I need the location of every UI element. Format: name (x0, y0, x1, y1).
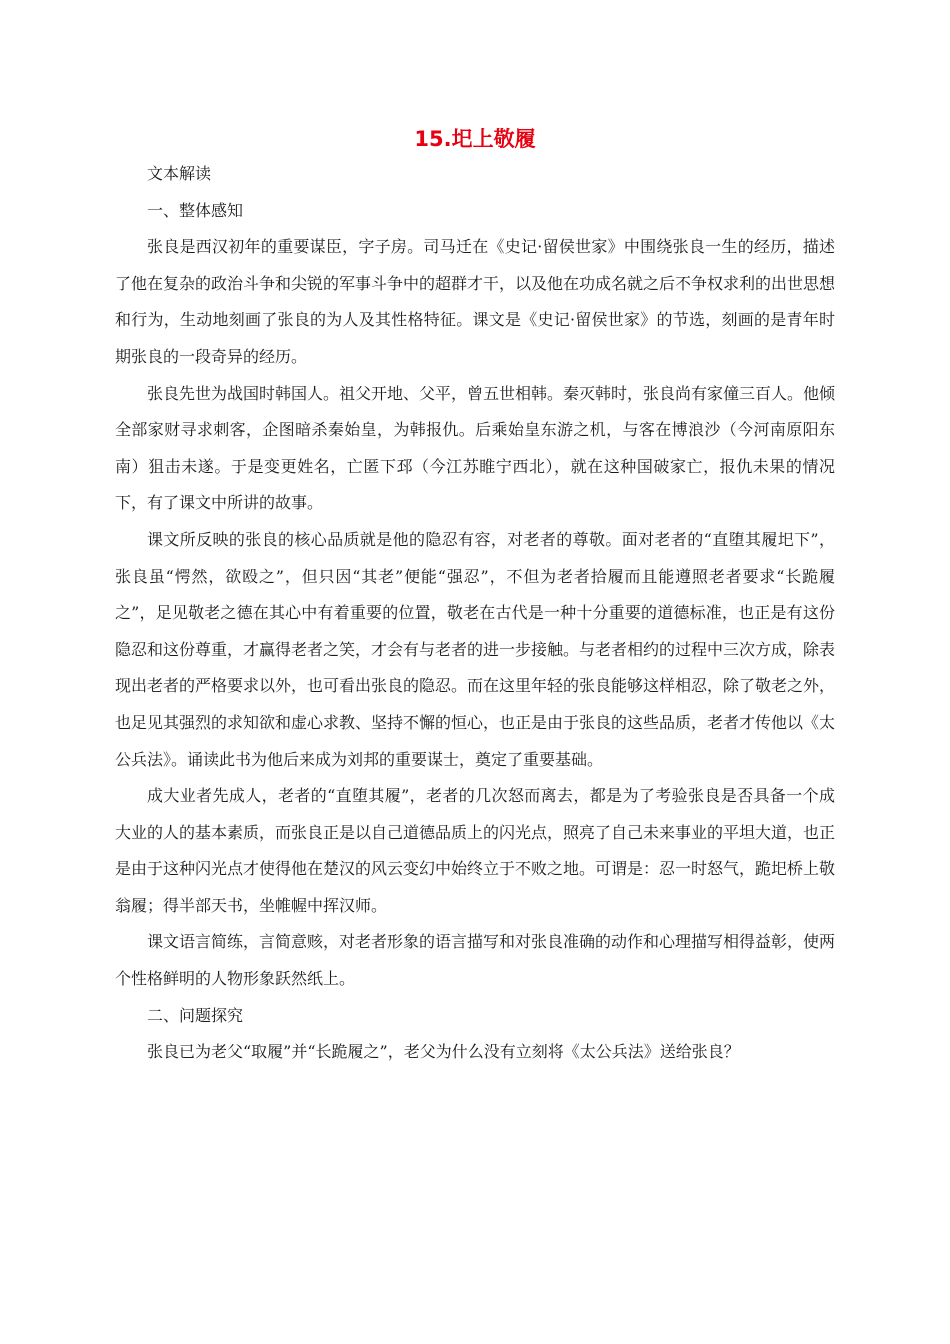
paragraph: 成大业者先成人，老者的“直堕其履”，老者的几次怒而离去，都是为了考验张良是否具备一个成大业的人的基本素质，而张良正是以自己道德品质上的闪光点，照亮了自己未来事业的平坦大道，也正是由于这种闪光点才使得他在楚汉的风云变幻中始终立于不败之地。可谓是：忍一时怒气，跪圯桥上敬翁履；得半部天书，坐帷幄中挥汉师。 (115, 786, 836, 915)
document-title: 15.圯上敬履 (414, 127, 536, 151)
paragraph: 课文语言简练，言简意赅，对老者形象的语言描写和对张良准确的动作和心理描写相得益彰，使两个性格鲜明的人物形象跃然纸上。 (115, 932, 836, 989)
section-label: 文本解读 (147, 164, 212, 183)
part2-heading: 二、问题探究 (147, 1005, 244, 1025)
question-text: 张良已为老父“取履”并“长跪履之”，老父为什么没有立刻将《太公兵法》送给张良？ (147, 1042, 740, 1062)
paragraph: 张良先世为战国时韩国人。祖父开地、父平，曾五世相韩。秦灭韩时，张良尚有家僮三百人。他倾全部家财寻求刺客，企图暗杀秦始皇，为韩报仇。后乘始皇东游之机，与客在博浪沙（今河南原阳东南）狙击未遂。于是变更姓名，亡匿下邳（今江苏睢宁西北），就在这种国破家亡，报仇未果的情况下，有了课文中所讲的故事。 (115, 383, 836, 513)
paragraph: 张良是西汉初年的重要谋臣，字子房。司马迁在《史记·留侯世家》中围绕张良一生的经历，描述了他在复杂的政治斗争和尖锐的军事斗争中的超群才干，以及他在功成名就之后不争权求利的出世思想和行为，生动地刻画了张良的为人及其性格特征。课文是《史记·留侯世家》的节选，刻画的是青年时期张良的一段奇异的经历。 (115, 237, 836, 366)
document-body (115, 156, 835, 1071)
paragraph: 课文所反映的张良的核心品质就是他的隐忍有容，对老者的尊敬。面对老者的“直堕其履圯下”，张良虽“愕然，欲殴之”，但只因“其老”便能“强忍”，不但为老者拾履而且能遵照老者要求“长跪履之”，足见敬老之德在其心中有着重要的位置，敬老在古代是一种十分重要的道德标准，也正是有这份隐忍和这份尊重，才赢得老者之笑，才会有与老者的进一步接触。与老者相约的过程中三次方成，除表现出老者的严格要求以外，也可看出张良的隐忍。而在这里年轻的张良能够这样相忍，除了敬老之外，也足见其强烈的求知欲和虚心求教、坚持不懈的恒心，也正是由于张良的这些品质，老者才传他以《太公兵法》。诵读此书为他后来成为刘邦的重要谋士，奠定了重要基础。 (115, 529, 836, 769)
part1-heading: 一、整体感知 (147, 200, 244, 220)
